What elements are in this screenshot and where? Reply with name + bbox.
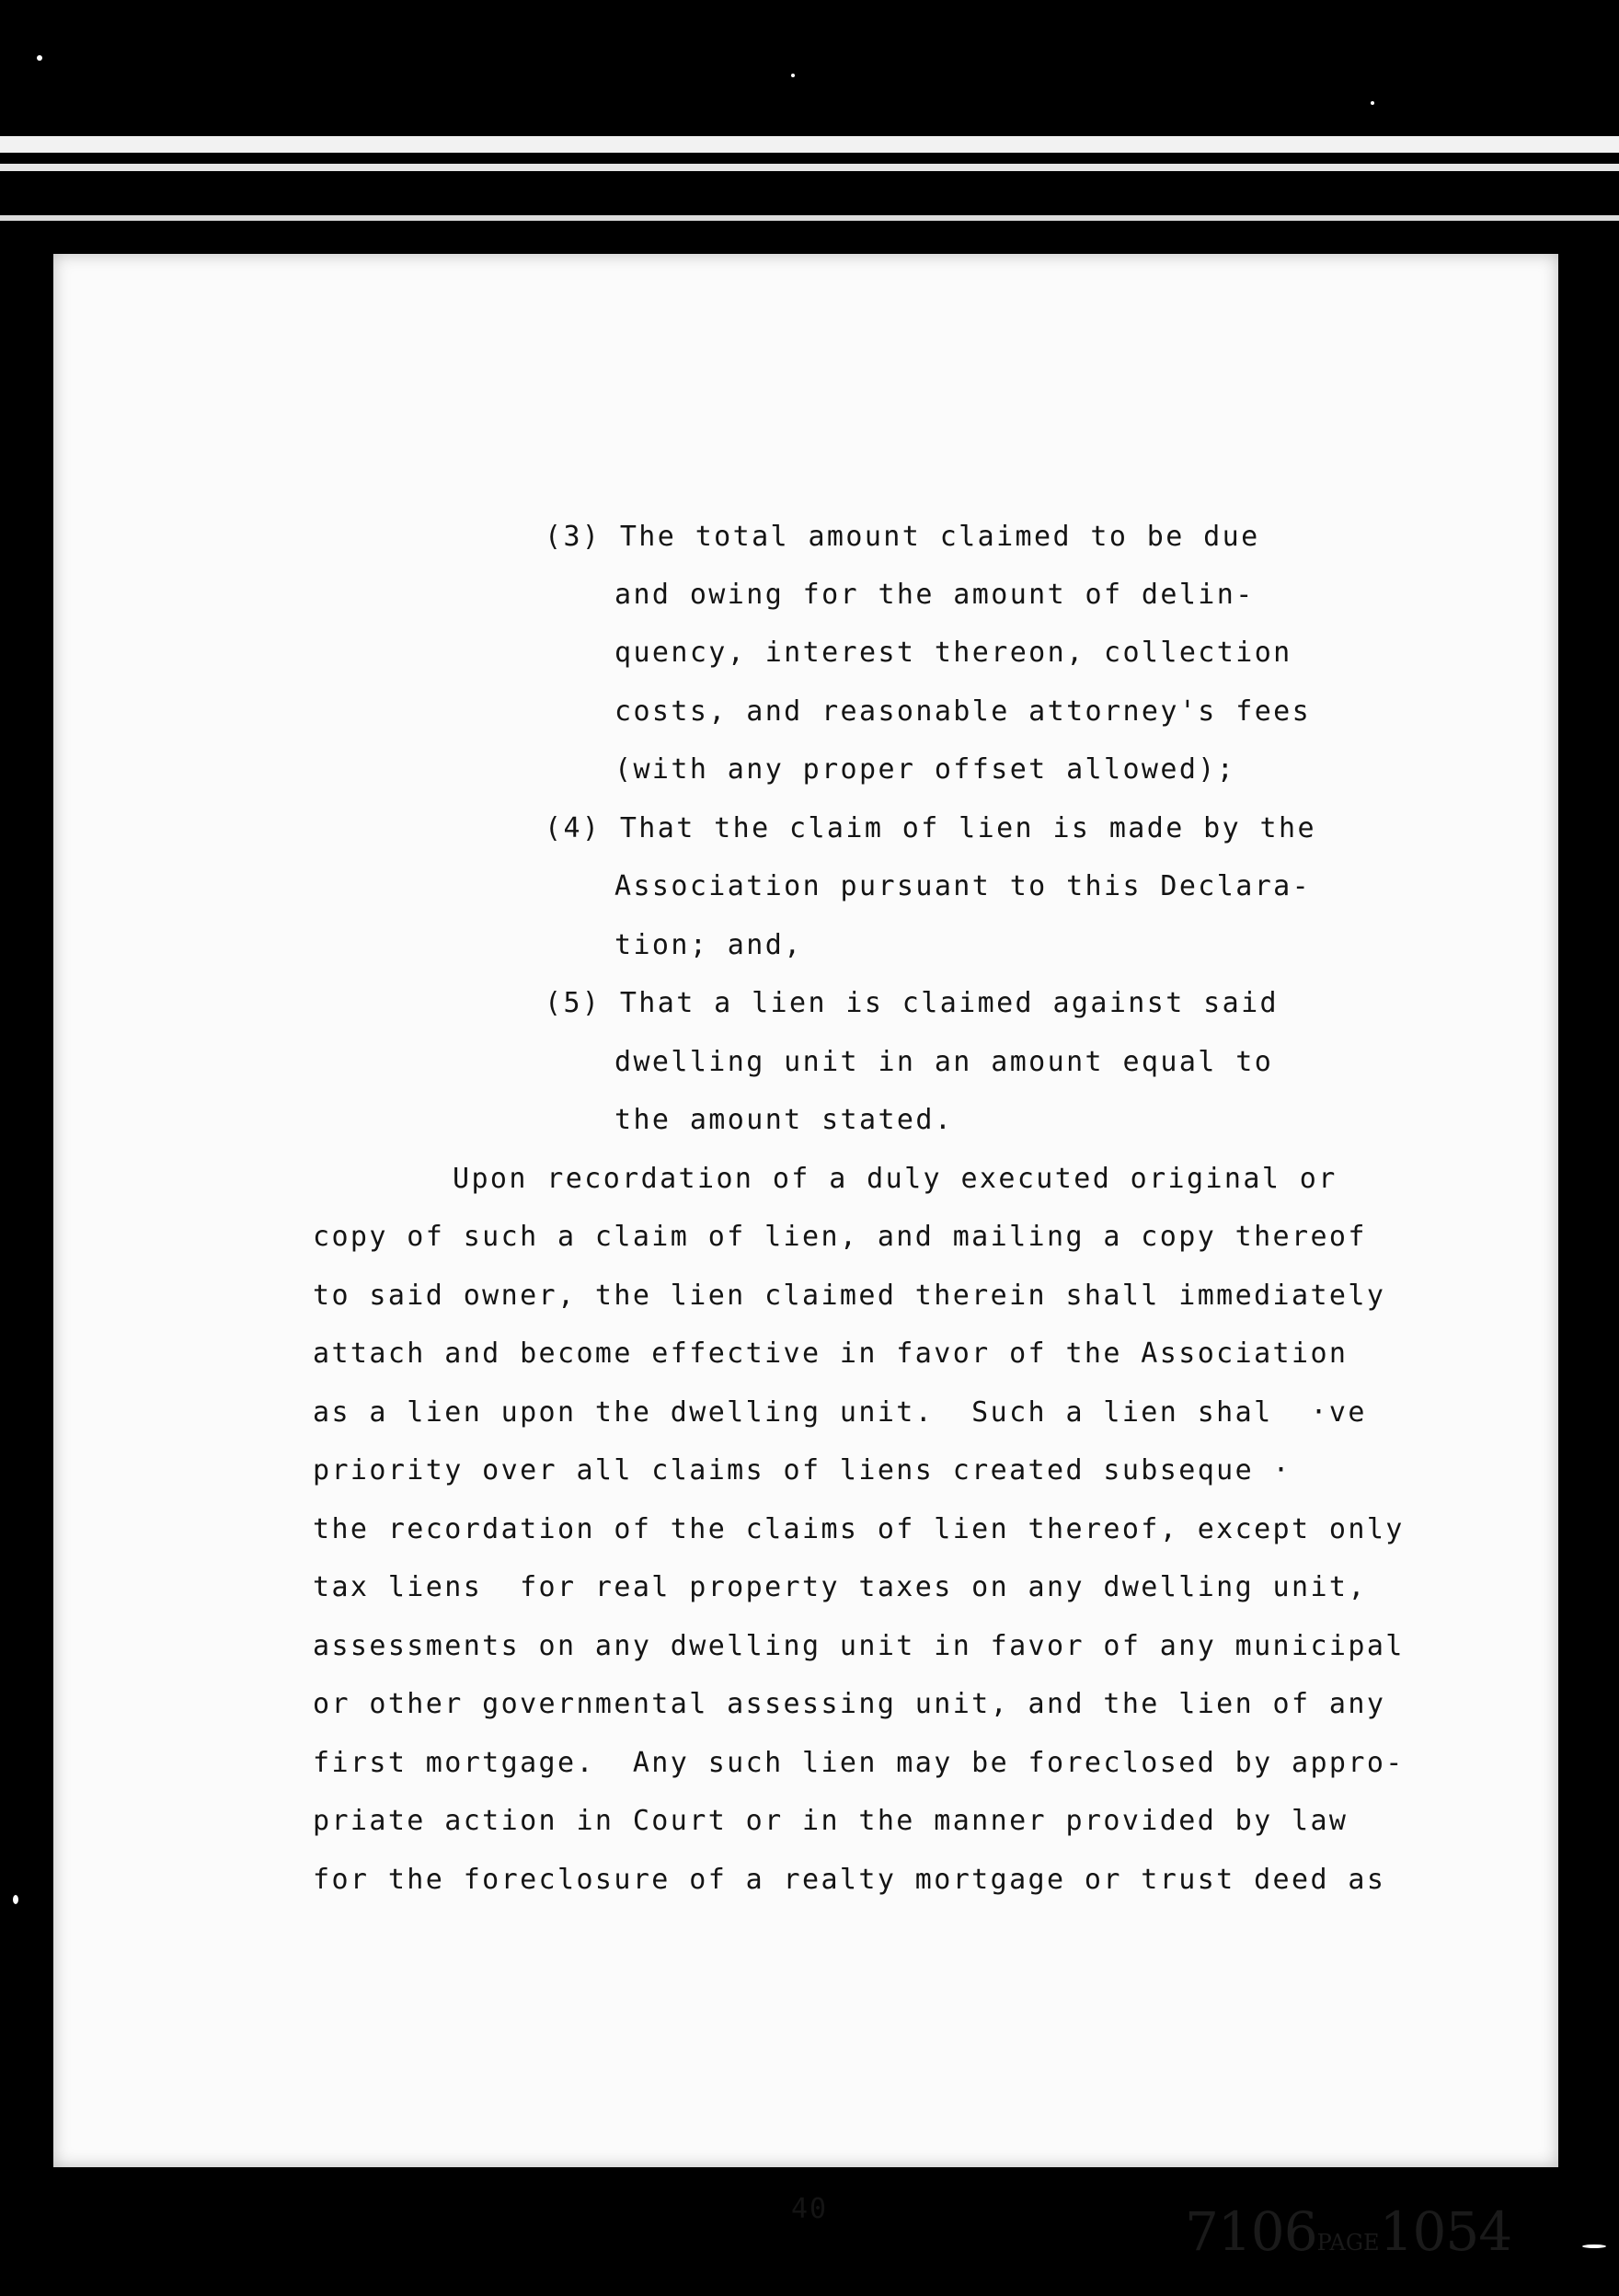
scan-band — [0, 215, 1619, 221]
item-line: Association pursuant to this Declara- — [614, 870, 1312, 902]
recording-book-page-stamp — [1185, 2200, 1511, 2263]
paragraph-line: Upon recordation of a duly executed original or — [453, 1163, 1338, 1195]
scan-speck — [1582, 2244, 1606, 2248]
page-label: PAGE — [1316, 2230, 1380, 2256]
paragraph-line: copy of such a claim of lien, and mailing a copy thereof — [313, 1221, 1367, 1253]
paragraph-line: or other governmental assessing unit, and the lien of any — [313, 1688, 1386, 1720]
book-number: 7106 — [1185, 2200, 1317, 2263]
document-page — [53, 254, 1558, 2263]
item-line: (with any proper offset allowed); — [614, 753, 1236, 786]
book-page-number: 1054 — [1379, 2200, 1512, 2263]
paragraph-line: attach and become effective in favor of the Association — [313, 1337, 1349, 1370]
paragraph-line: priority over all claims of liens created subseque · — [313, 1454, 1292, 1487]
item-line: dwelling unit in an amount equal to — [614, 1046, 1274, 1078]
scan-speck — [37, 55, 42, 61]
paragraph-line: for the foreclosure of a realty mortgage or trust deed as — [313, 1864, 1386, 1896]
scan-speck — [791, 74, 795, 77]
item-line: and owing for the amount of delin- — [614, 579, 1255, 611]
paragraph-line: the recordation of the claims of lien thereof, except only — [313, 1513, 1405, 1545]
scan-band — [0, 164, 1619, 171]
scan-speck — [13, 1895, 18, 1904]
item-line: the amount stated. — [614, 1104, 954, 1136]
item-line: quency, interest thereon, collection — [614, 637, 1292, 669]
paragraph-line: to said owner, the lien claimed therein shall immediately — [313, 1280, 1386, 1312]
paragraph-line: tax liens for real property taxes on any dwelling unit, — [313, 1571, 1367, 1603]
paragraph-line: priate action in Court or in the manner provided by law — [313, 1805, 1349, 1837]
item-line: costs, and reasonable attorney's fees — [614, 695, 1312, 728]
item-line: tion; and, — [614, 929, 803, 961]
paragraph-line: assessments on any dwelling unit in favor of any municipal — [313, 1630, 1405, 1662]
scan-band — [0, 136, 1619, 153]
paragraph-line: first mortgage. Any such lien may be foreclosed by appro- — [313, 1747, 1405, 1779]
paragraph-line: as a lien upon the dwelling unit. Such a lien shal ·ve — [313, 1396, 1367, 1429]
page-number: 40 — [791, 2193, 829, 2225]
item-line: (4) That the claim of lien is made by the — [545, 812, 1316, 844]
item-line: (5) That a lien is claimed against said — [545, 987, 1279, 1019]
scan-speck — [1371, 101, 1374, 105]
item-line: (3) The total amount claimed to be due — [545, 521, 1260, 553]
